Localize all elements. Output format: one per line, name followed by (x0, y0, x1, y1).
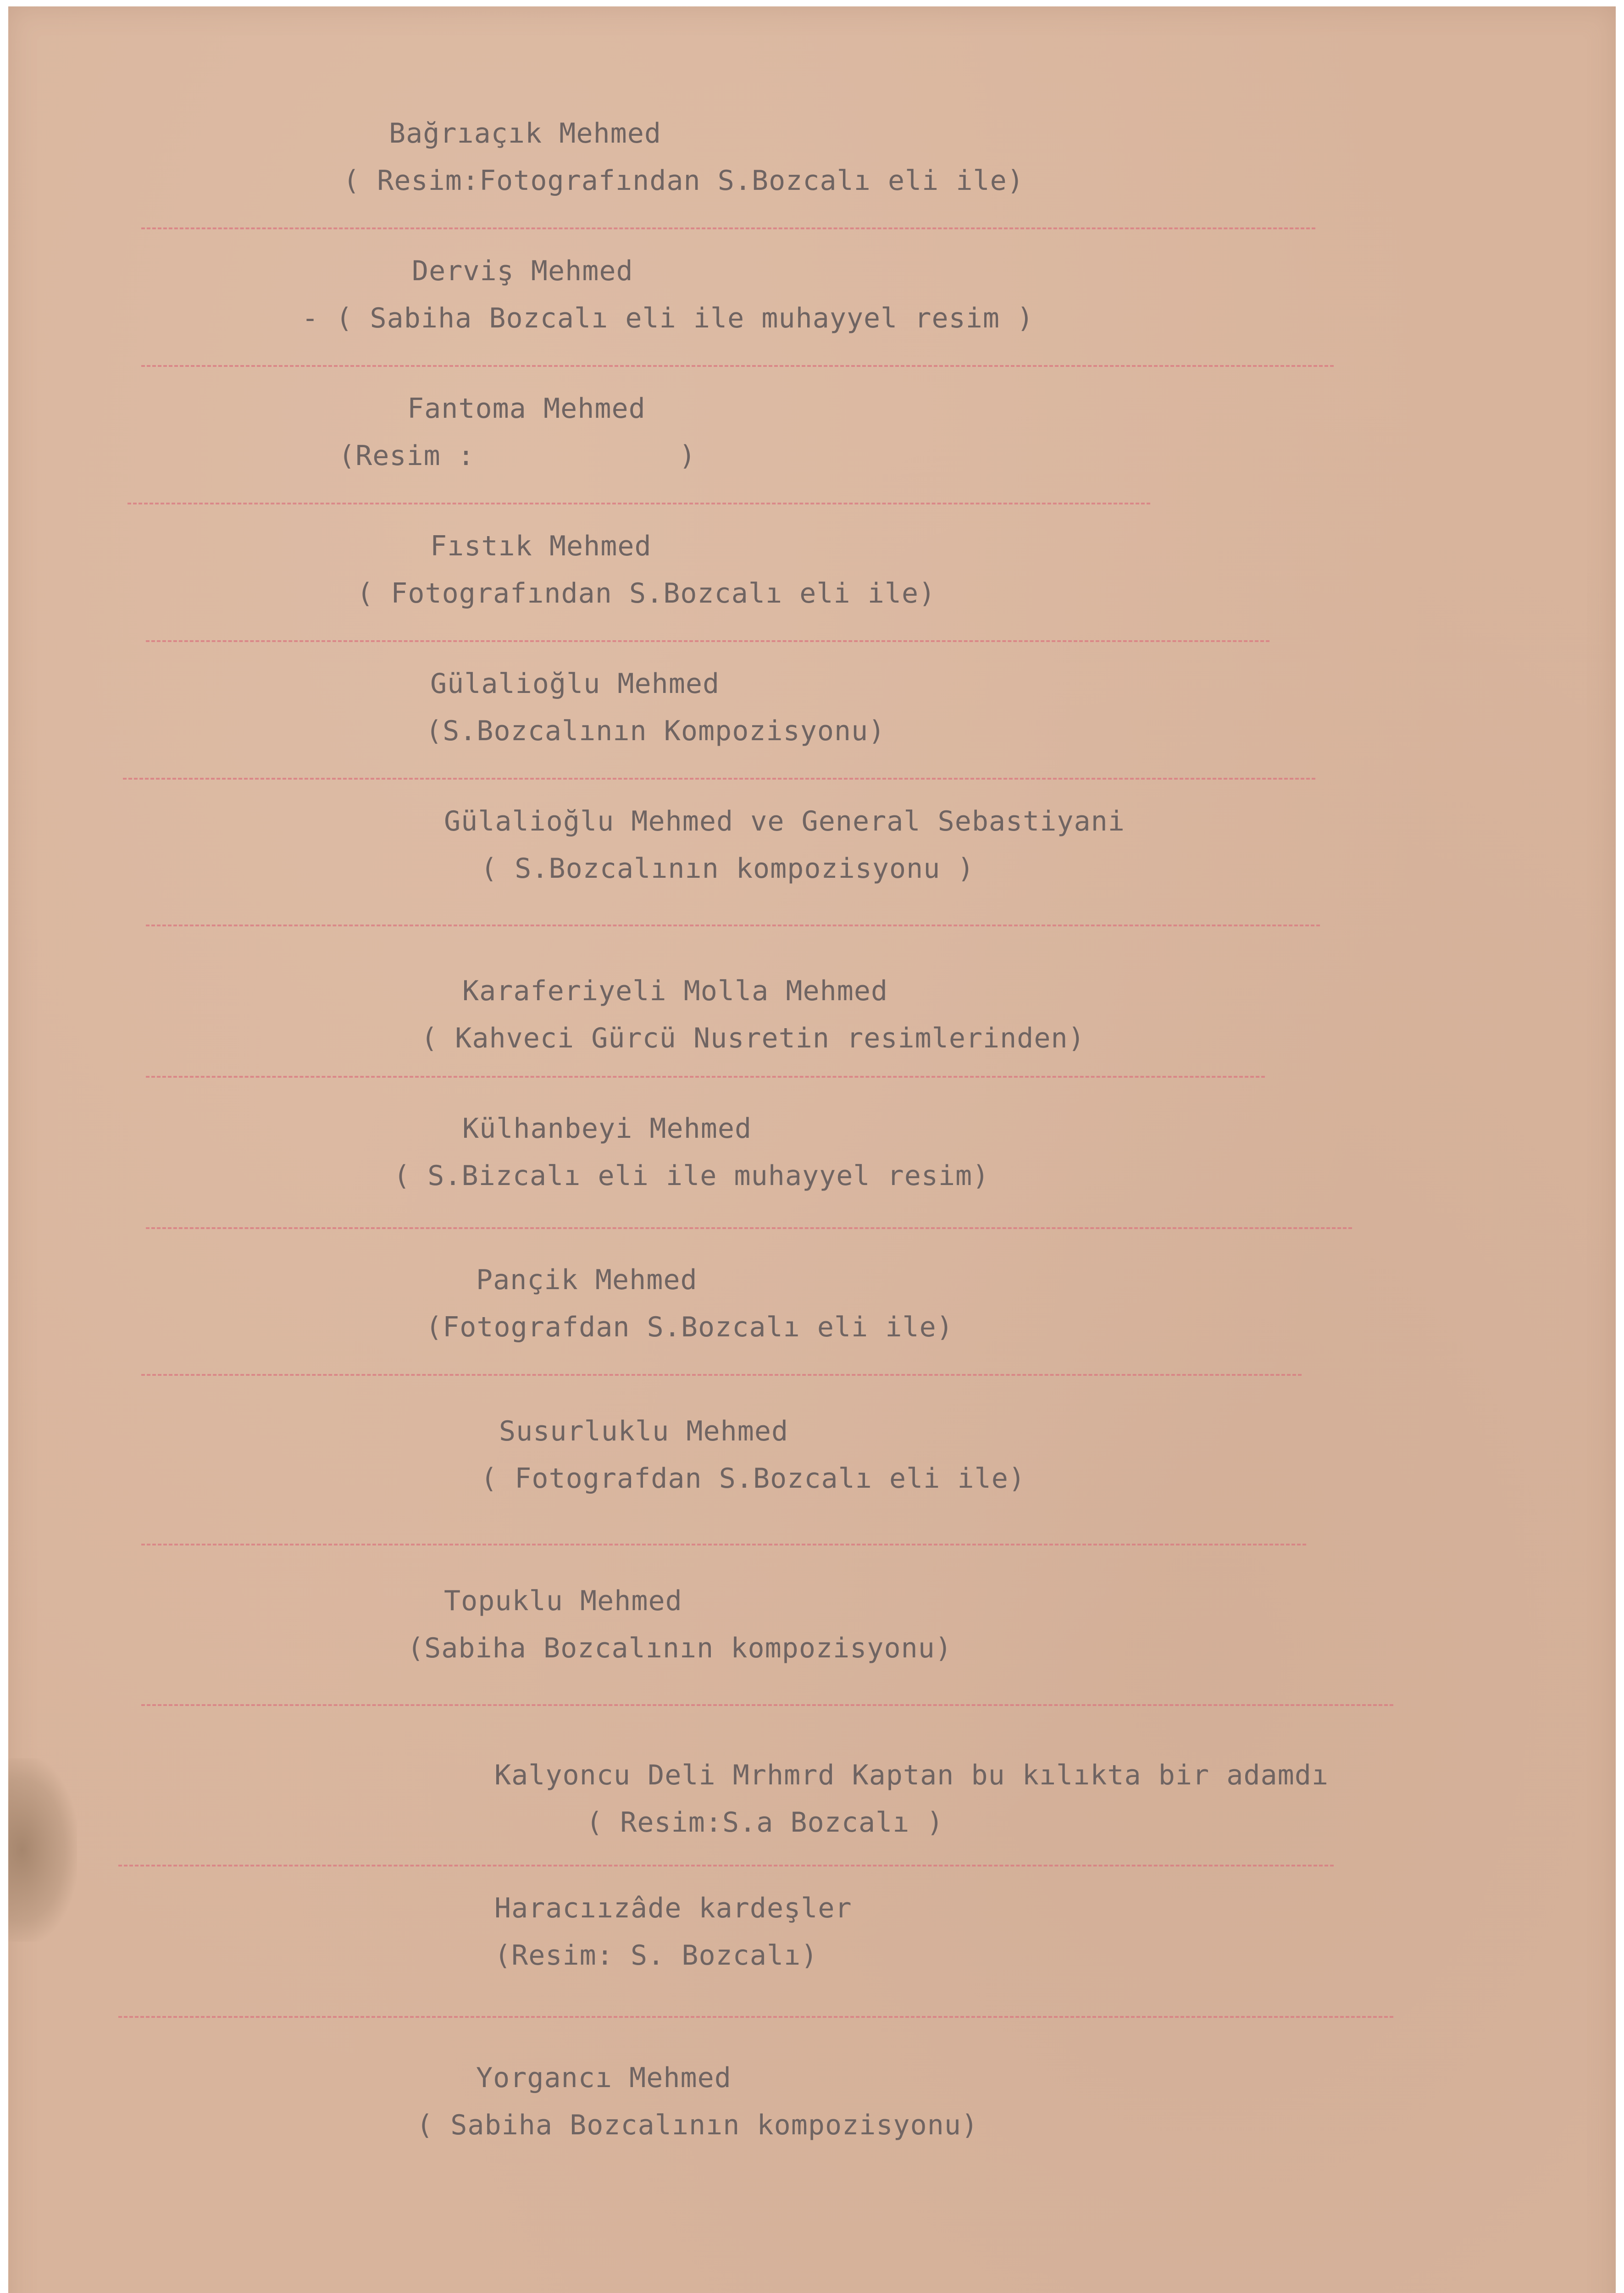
entry-caption: ( Resim:S.a Bozcalı ) (586, 1806, 944, 1839)
entry-title: Gülalioğlu Mehmed (430, 668, 720, 700)
entry-caption: (S.Bozcalının Kompozisyonu) (426, 715, 886, 747)
entry-title: Fıstık Mehmed (430, 530, 652, 562)
entry-title: Haracıızâde kardeşler (494, 1892, 852, 1924)
separator-line (146, 925, 1320, 926)
entry-caption: ( S.Bizcalı eli ile muhayyel resim) (394, 1160, 990, 1192)
separator-line (141, 1374, 1302, 1376)
entry-title: Bağrıaçık Mehmed (389, 117, 661, 150)
entry-caption: ( Fotografından S.Bozcalı eli ile) (357, 577, 936, 609)
entry-title: Topuklu Mehmed (444, 1585, 682, 1617)
entry-title: Kalyoncu Deli Mrhmrd Kaptan bu kılıkta bir adamdı (494, 1759, 1329, 1791)
entry-caption: (Resim : ) (338, 440, 696, 472)
separator-line (141, 1704, 1393, 1706)
entry-title: Pançik Mehmed (476, 1264, 698, 1296)
separator-line (127, 503, 1150, 504)
entry-caption: ( Kahveci Gürcü Nusretin resimlerinden) (421, 1022, 1085, 1054)
entry-caption: ( Resim:Fotografından S.Bozcalı eli ile) (343, 165, 1024, 197)
separator-line (118, 1865, 1334, 1867)
separator-line (141, 1544, 1306, 1545)
entry-title: Yorgancı Mehmed (476, 2062, 732, 2094)
entry-caption: ( Sabiha Bozcalının kompozisyonu) (416, 2109, 979, 2141)
separator-line (141, 365, 1334, 367)
entry-title: Gülalioğlu Mehmed ve General Sebastiyani (444, 805, 1125, 837)
separator-line (146, 1076, 1265, 1078)
entry-caption: (Sabiha Bozcalının kompozisyonu) (407, 1632, 952, 1664)
separator-line (123, 778, 1315, 780)
separator-line (146, 1227, 1352, 1229)
entry-caption: - ( Sabiha Bozcalı eli ile muhayyel resim ) (302, 302, 1034, 334)
page-stain (8, 1758, 77, 1942)
entry-title: Külhanbeyi Mehmed (462, 1113, 752, 1145)
separator-line (146, 640, 1269, 642)
typewritten-page (8, 6, 1616, 2293)
entry-title: Karaferiyeli Molla Mehmed (462, 975, 888, 1007)
entry-caption: (Fotografdan S.Bozcalı eli ile) (426, 1311, 953, 1343)
entry-caption: (Resim: S. Bozcalı) (494, 1939, 818, 1972)
entry-caption: ( Fotografdan S.Bozcalı eli ile) (481, 1462, 1025, 1495)
separator-line (118, 2016, 1393, 2018)
entry-title: Fantoma Mehmed (407, 393, 646, 425)
entry-title: Derviş Mehmed (412, 255, 633, 287)
separator-line (141, 227, 1315, 229)
entry-title: Susurluklu Mehmed (499, 1415, 789, 1447)
entry-caption: ( S.Bozcalının kompozisyonu ) (481, 853, 975, 885)
